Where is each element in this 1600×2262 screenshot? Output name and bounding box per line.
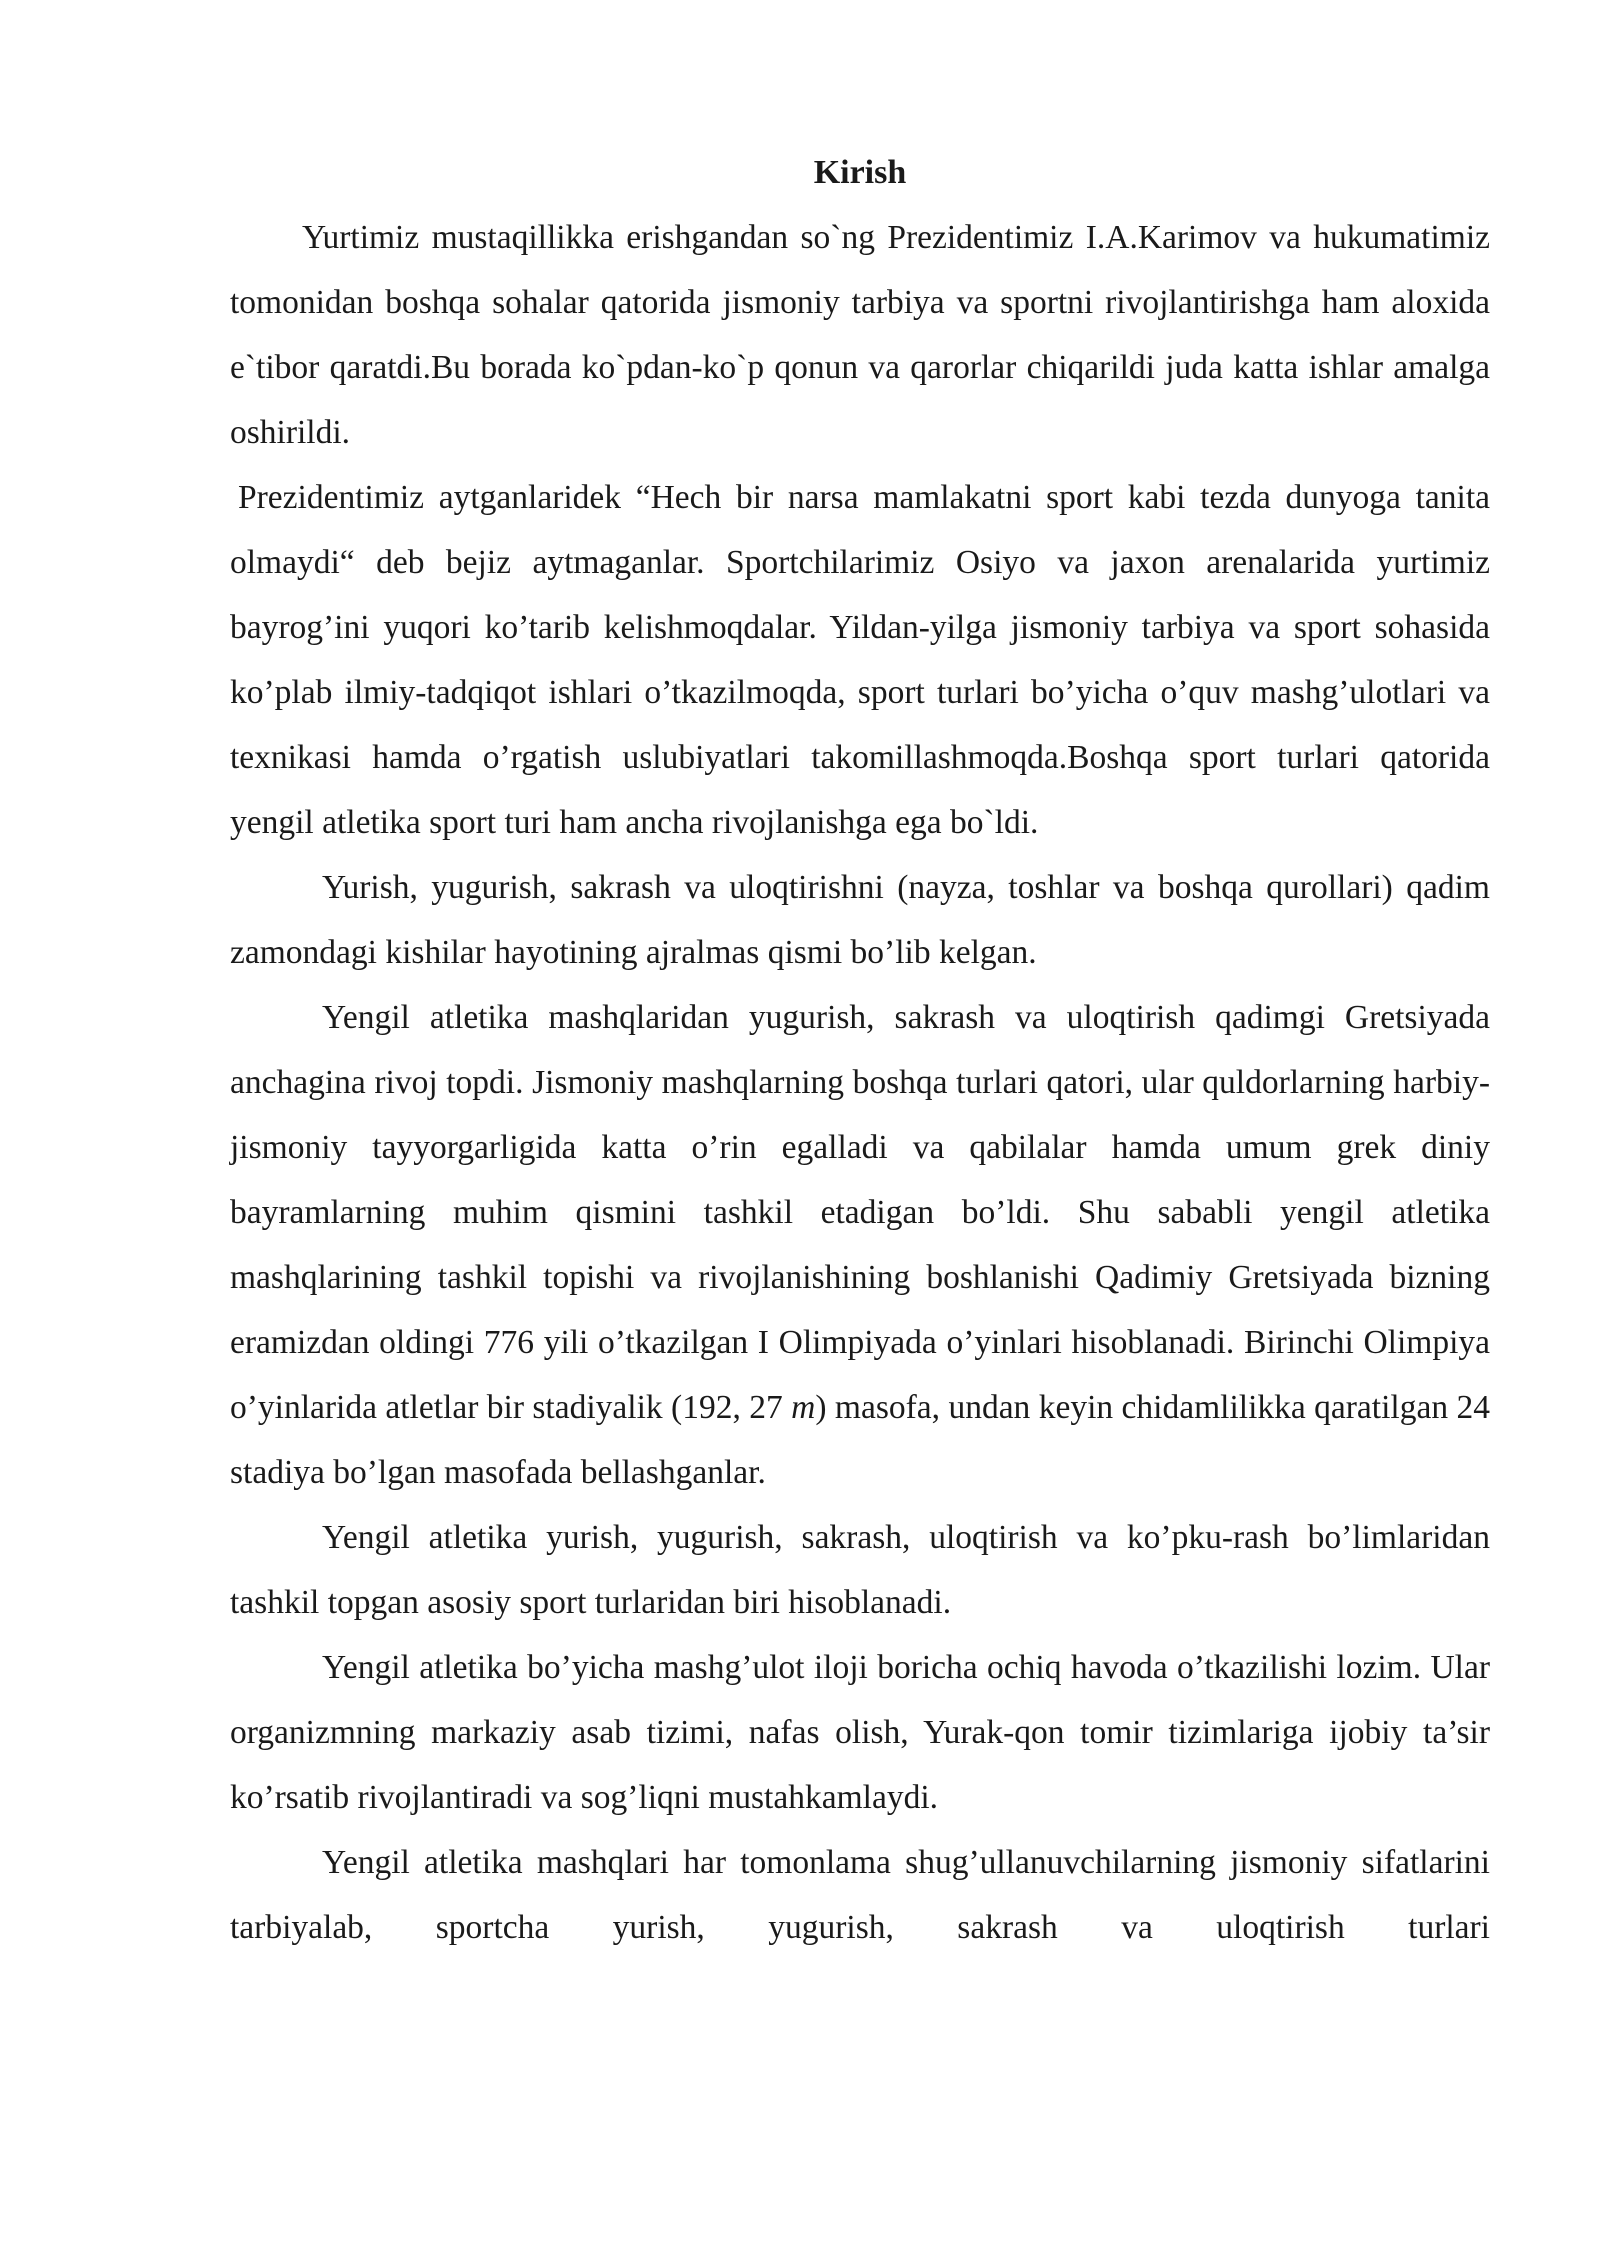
paragraph-ancient-greece-text-after: ) masofa, undan keyin chidamlilikka qaratilgan 24 stadiya bo’lgan masofada bellashganlar. [230, 1389, 1490, 1491]
paragraph-ancient-greece-text: Yengil atletika mashqlaridan yugurish, sakrash va uloqtirish qadimgi Gretsiyada anchagina rivoj topdi. Jismoniy mashqlarning boshqa turlari qatori, ular quldorlarning harbiy-jismoniy tayyorgarligida katta o’rin egalladi va qabilalar hamda umum grek diniy bayramlarning muhim qismini tashkil etadigan bo’ldi. Shu sababli yengil atletika mashqlarining tashkil topishi va rivojlanishining boshlanishi Qadimiy Gretsiyada bizning eramizdan oldingi 776 yili o’tkazilgan I Olimpiyada o’yinlari hisoblanadi. Birinchi Olimpiya o’yinlarida atletlar bir stadiyalik (192, 27 [230, 999, 1490, 1426]
paragraph-ancient-greece-unit: m [791, 1389, 816, 1426]
paragraph-athletics-definition: Yengil atletika yurish, yugurish, sakrash, uloqtirish va ko’pku-rash bo’limlaridan tashkil topgan asosiy sport turlaridan biri hisoblanadi. [230, 1519, 1490, 1621]
document-body [230, 140, 1490, 1960]
paragraph-intro: Yurtimiz mustaqillikka erishgandan so`ng Prezidentimiz I.A.Karimov va hukumatimiz tomonidan boshqa sohalar qatorida jismoniy tarbiya va sportni rivojlantirishga ham aloxida e`tibor qaratdi.Bu borada ko`pdan-ko`p qonun va qarorlar chiqarildi juda katta ishlar amalga oshirildi. [230, 219, 1490, 451]
paragraph-ancient-activities: Yurish, yugurish, sakrash va uloqtirishni (nayza, toshlar va boshqa qurollari) qadim zamondagi kishilar hayotining ajralmas qismi bo’lib kelgan. [230, 869, 1490, 971]
document-title: Kirish [813, 154, 907, 191]
paragraph-physical-qualities: Yengil atletika mashqlari har tomonlama shug’ullanuvchilarning jismoniy sifatlarini tarbiyalab, sportcha yurish, yugurish, sakrash va uloqtirish turlari [230, 1844, 1490, 1946]
paragraph-president-quote: Prezidentimiz aytganlaridek “Hech bir narsa mamlakatni sport kabi tezda dunyoga tanita olmaydi“ deb bejiz aytmaganlar. Sportchilarimiz Osiyo va jaxon arenalarida yurtimiz bayrog’ini yuqori ko’tarib kelishmoqdalar. Yildan-yilga jismoniy tarbiya va sport sohasida ko’plab ilmiy-tadqiqot ishlari o’tkazilmoqda, sport turlari bo’yicha o’quv mashg’ulotlari va texnikasi hamda o’rgatish uslubiyatlari takomillashmoqda.Boshqa sport turlari qatorida yengil atletika sport turi ham ancha rivojlanishga ega bo`ldi. [230, 479, 1490, 841]
paragraph-outdoor-training: Yengil atletika bo’yicha mashg’ulot iloji boricha ochiq havoda o’tkazilishi lozim. Ular organizmning markaziy asab tizimi, nafas olish, Yurak-qon tomir tizimlariga ijobiy ta’sir ko’rsatib rivojlantiradi va sog’liqni mustahkamlaydi. [230, 1649, 1490, 1816]
paragraph-ancient-greece [230, 985, 1490, 1505]
